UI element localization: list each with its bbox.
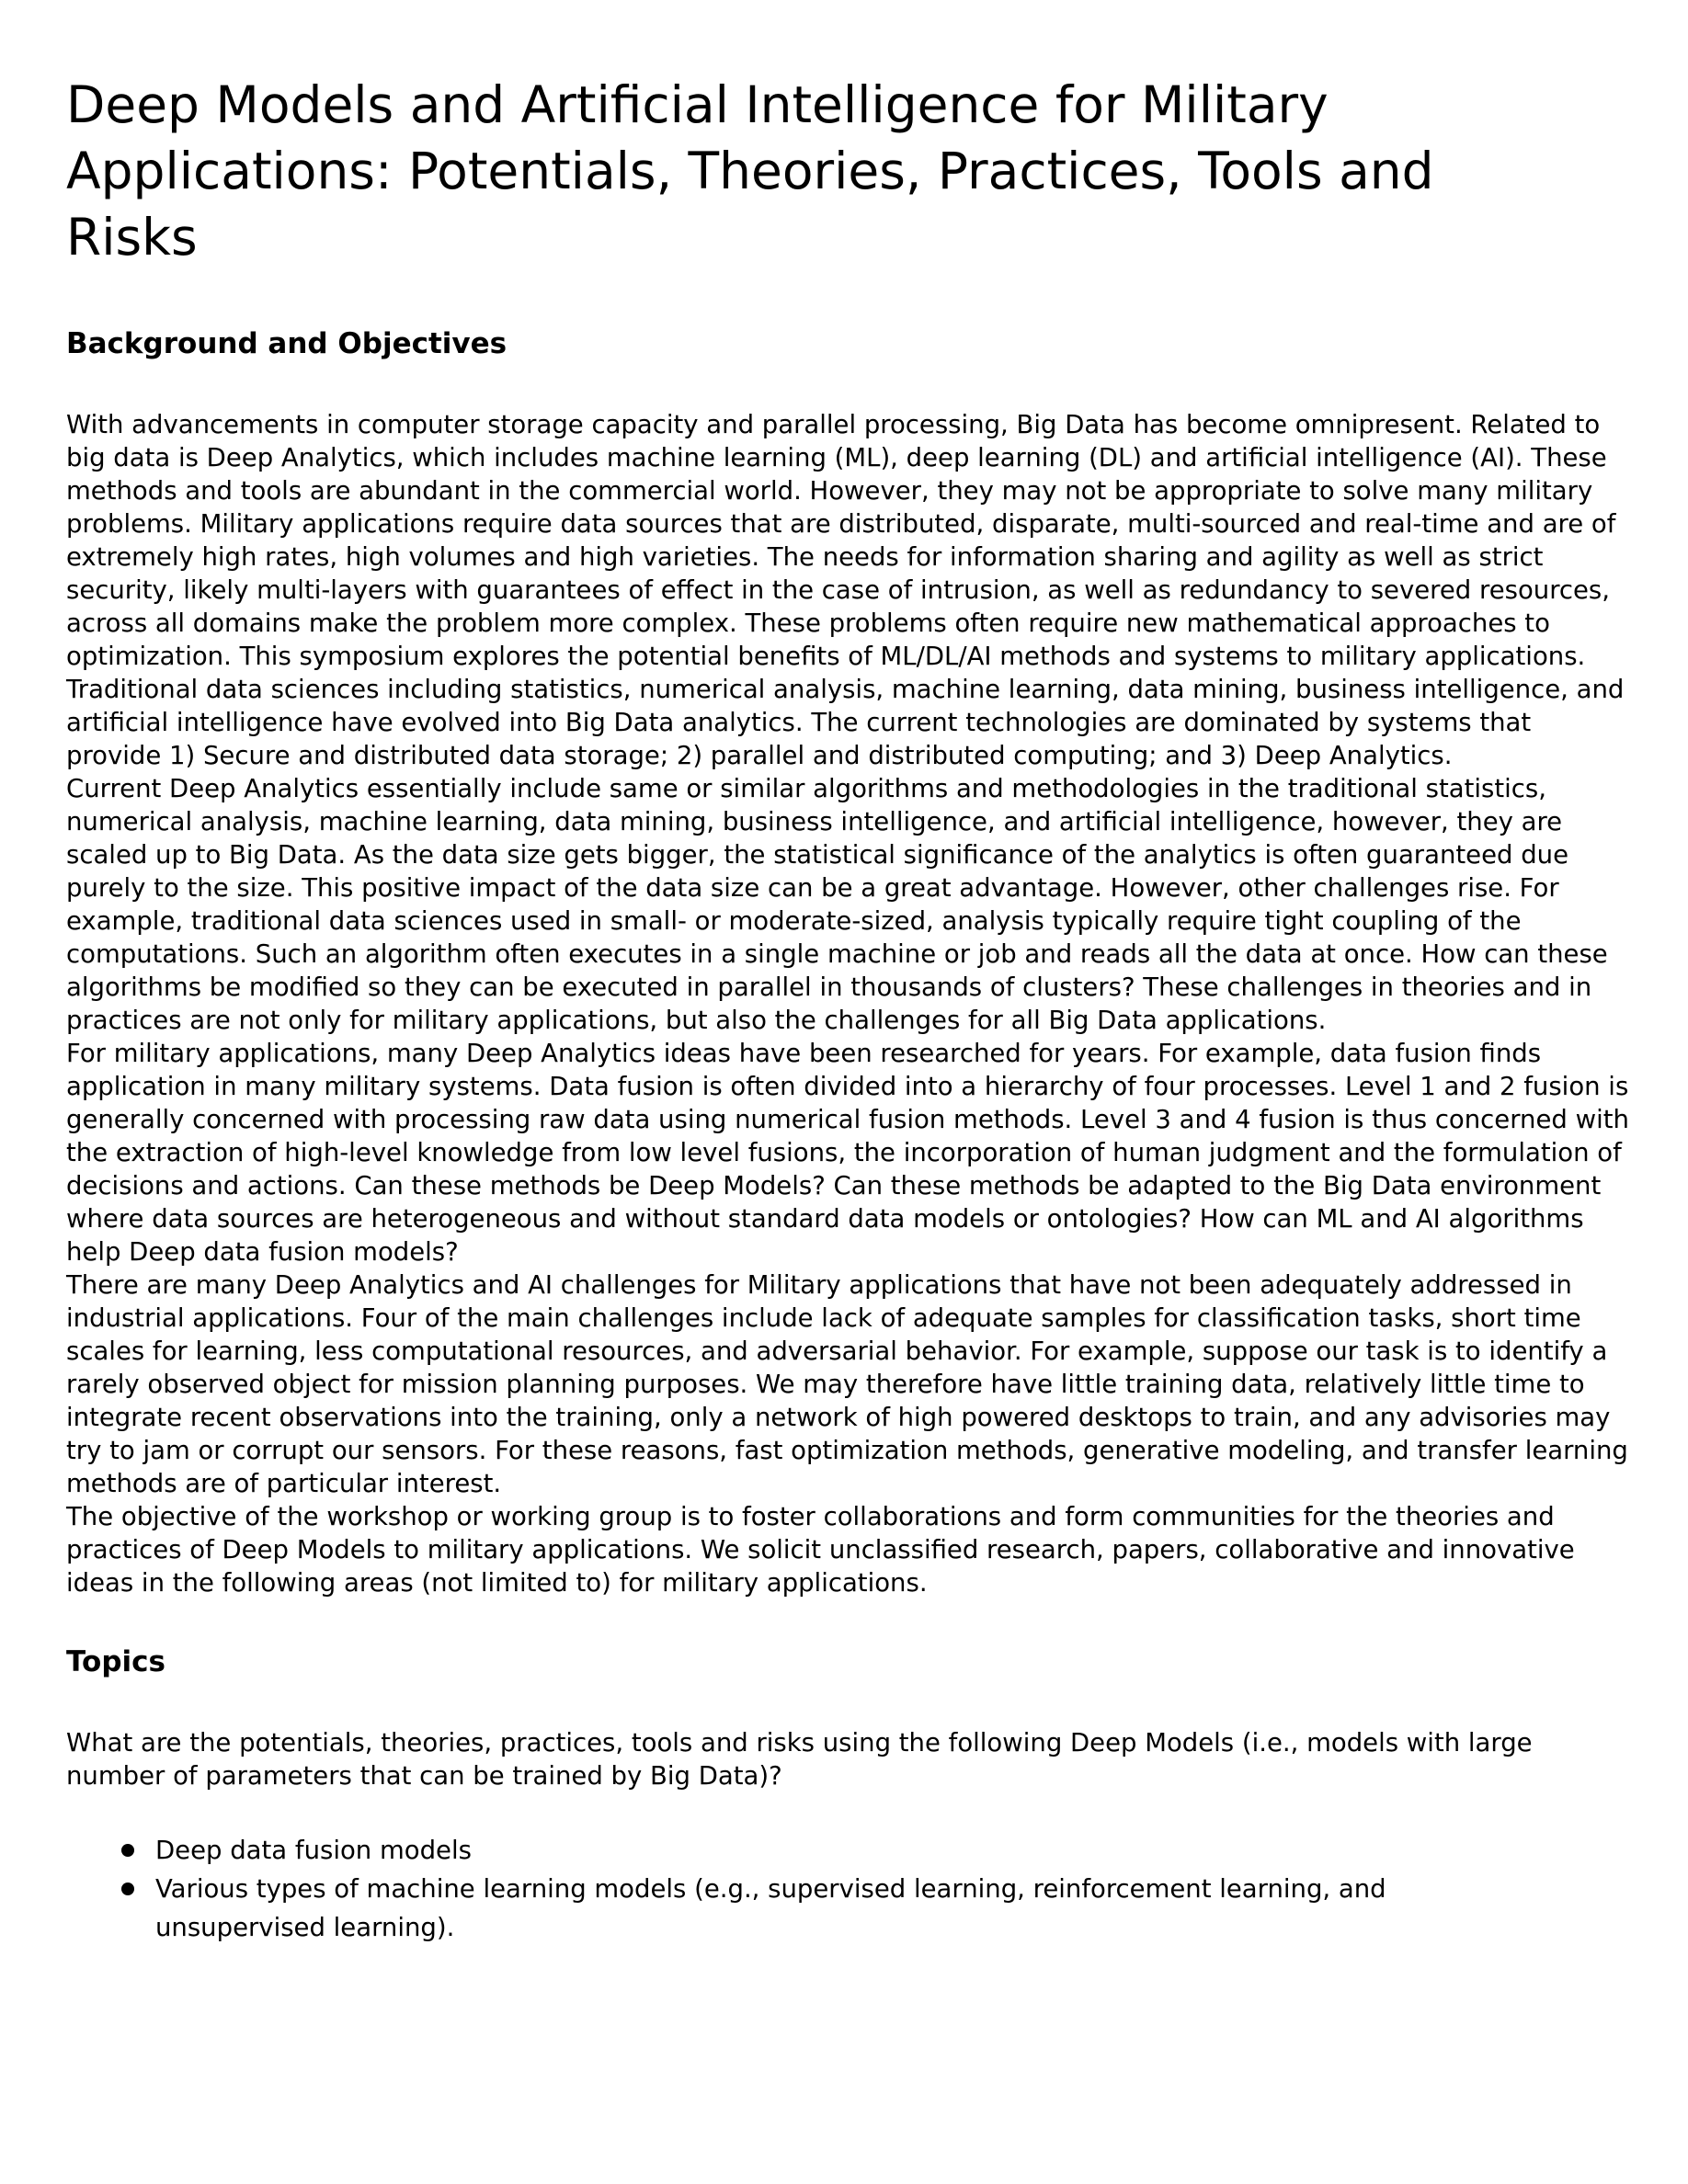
topic-list-item (155, 1870, 1516, 1947)
background-heading: Background and Objectives (66, 327, 508, 360)
bullet-icon (121, 1844, 134, 1857)
topics-intro: What are the potentials, theories, practices, tools and risks using the following Deep Models (i.e., models with large number of parameters that can be trained by Big Data)? (66, 1728, 1533, 1791)
background-paragraph: With advancements in computer storage capacity and parallel processing, Big Data has become omnipresent. Related to big data is Deep Analytics, which includes machine learning (ML), deep learning (DL) and artificial intelligence (AI). These methods and tools are abundant in the commercial world. However, they may not be appropriate to solve many military problems. Military applications require data sources that are distributed, disparate, multi-sourced and real-time and are of extremely high rates, high volumes and high varieties. The needs for information sharing and agility as well as strict security, likely multi-layers with guarantees of effect in the case of intrusion, as well as redundancy to severed resources, across all domains make the problem more complex. These problems often require new mathematical approaches to optimization. This symposium explores the potential benefits of ML/DL/AI methods and systems to military applications. (66, 410, 1616, 671)
topics-heading: Topics (66, 1645, 165, 1678)
document-title: Deep Models and Artificial Intelligence for Military Applications: Potentials, Theories, Practices, Tools and Risks (66, 75, 1434, 267)
background-paragraph: The objective of the workshop or working group is to foster collaborations and form communities for the theories and practices of Deep Models to military applications. We solicit unclassified research, papers, collaborative and innovative ideas in the following areas (not limited to) for military applications. (66, 1502, 1575, 1598)
background-paragraph: Traditional data sciences including statistics, numerical analysis, machine learning, data mining, business intelligence, and artificial intelligence have evolved into Big Data analytics. The current technologies are dominated by systems that provide 1) Secure and distributed data storage; 2) parallel and distributed computing; and 3) Deep Analytics. (66, 675, 1625, 770)
topic-item-text: Deep data fusion models (155, 1836, 472, 1865)
background-body (66, 408, 1629, 1599)
bullet-icon (121, 1883, 134, 1895)
background-paragraph: There are many Deep Analytics and AI challenges for Military applications that have not been adequately addressed in industrial applications. Four of the main challenges include lack of adequate samples for classification tasks, short time scales for learning, less computational resources, and adversarial behavior. For example, suppose our task is to identify a rarely observed object for mission planning purposes. We may therefore have little training data, relatively little time to integrate recent observations into the training, only a network of high powered desktops to train, and any advisories may try to jam or corrupt our sensors. For these reasons, fast optimization methods, generative modeling, and transfer learning methods are of particular interest. (66, 1270, 1628, 1498)
background-paragraph: For military applications, many Deep Analytics ideas have been researched for years. For example, data fusion finds application in many military systems. Data fusion is often divided into a hierarchy of four processes. Level 1 and 2 fusion is generally concerned with processing raw data using numerical fusion methods. Level 3 and 4 fusion is thus concerned with the extraction of high-level knowledge from low level fusions, the incorporation of human judgment and the formulation of decisions and actions. Can these methods be Deep Models? Can these methods be adapted to the Big Data environment where data sources are heterogeneous and without standard data models or ontologies? How can ML and AI algorithms help Deep data fusion models? (66, 1039, 1629, 1267)
topics-list (66, 1831, 1516, 1947)
background-paragraph: Current Deep Analytics essentially include same or similar algorithms and methodologies in the traditional statistics, numerical analysis, machine learning, data mining, business intelligence, and artificial intelligence, however, they are scaled up to Big Data. As the data size gets bigger, the statistical significance of the analytics is often guaranteed due purely to the size. This positive impact of the data size can be a great advantage. However, other challenges rise. For example, traditional data sciences used in small- or moderate-sized, analysis typically require tight coupling of the computations. Such an algorithm often executes in a single machine or job and reads all the data at once. How can these algorithms be modified so they can be executed in parallel in thousands of clusters? These challenges in theories and in practices are not only for military applications, but also the challenges for all Big Data applications. (66, 774, 1608, 1035)
topic-list-item (155, 1831, 1516, 1870)
topic-item-text: Various types of machine learning models (e.g., supervised learning, reinforcement learning, and unsupervised learning). (155, 1874, 1386, 1942)
